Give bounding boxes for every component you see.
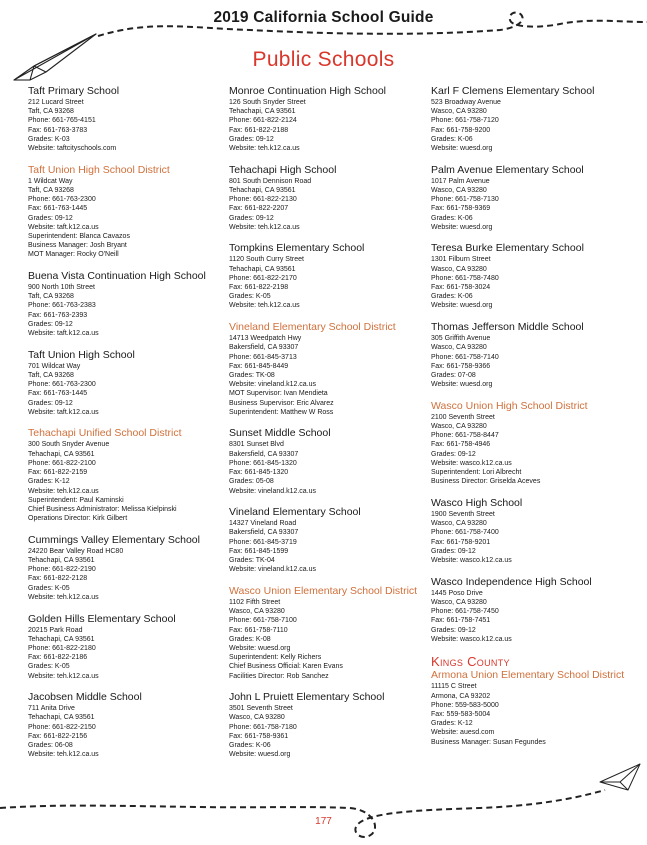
fax-line: Fax: 661-758-9200	[431, 126, 491, 134]
district-entry	[431, 669, 641, 746]
street-address: 1017 Palm Avenue	[431, 177, 490, 185]
school-name: Palm Avenue Elementary School	[431, 163, 584, 176]
city-state-zip: Bakersfield, CA 93307	[229, 344, 299, 352]
website-line: Website: teh.k12.ca.us	[28, 751, 99, 759]
staff-line: Business Manager: Josh Bryant	[28, 242, 127, 250]
phone-line: Phone: 661-763-2383	[28, 302, 96, 310]
fax-line: Fax: 661-758-9361	[229, 732, 289, 740]
city-state-zip: Wasco, CA 93280	[229, 714, 285, 722]
website-line: Website: wasco.k12.ca.us	[431, 557, 512, 565]
staff-line: Superintendent: Kelly Richers	[229, 654, 322, 662]
phone-line: Phone: 661-758-7130	[431, 196, 499, 204]
fax-line: Fax: 661-763-3783	[28, 126, 88, 134]
city-state-zip: Wasco, CA 93280	[431, 186, 487, 194]
website-line: Website: teh.k12.ca.us	[229, 302, 300, 310]
school-entry	[28, 85, 223, 153]
school-name: Karl F Clemens Elementary School	[431, 85, 595, 97]
district-name: Tehachapi Unified School District	[28, 427, 182, 440]
district-entry	[28, 164, 223, 260]
grades-line: Grades: K-06	[431, 135, 473, 143]
city-state-zip: Armona, CA 93202	[431, 692, 491, 700]
page-number: 177	[315, 816, 332, 827]
street-address: 126 South Snyder Street	[229, 99, 306, 106]
fax-line: Fax: 661-758-4946	[431, 441, 491, 449]
website-line: Website: wuesd.org	[431, 302, 493, 310]
street-address: 300 South Snyder Avenue	[28, 441, 110, 449]
grades-line: Grades: K-03	[28, 135, 70, 143]
district-entry	[229, 321, 427, 417]
school-name: Thomas Jefferson Middle School	[431, 321, 584, 334]
district-entry	[431, 400, 641, 487]
school-entry	[431, 164, 641, 232]
fax-line: Fax: 661-845-1320	[229, 469, 289, 477]
grades-line: Grades: 09-12	[229, 214, 274, 222]
grades-line: Grades: 09-12	[28, 214, 73, 222]
phone-line: Phone: 661-763-2300	[28, 381, 96, 389]
school-entry	[28, 613, 223, 681]
street-address: 801 South Dennison Road	[229, 177, 312, 185]
street-address: 8301 Sunset Blvd	[229, 441, 284, 449]
staff-line: Chief Business Administrator: Melissa Kielpinski	[28, 505, 177, 513]
staff-line: MOT Manager: Rocky O'Neill	[28, 251, 119, 259]
school-name: Cummings Valley Elementary School	[28, 533, 200, 546]
city-state-zip: Tehachapi, CA 93561	[28, 635, 95, 643]
street-address: 14713 Weedpatch Hwy	[229, 335, 302, 343]
city-state-zip: Taft, CA 93268	[28, 371, 74, 379]
staff-line: Business Manager: Susan Fegundes	[431, 738, 546, 746]
street-address: 20215 Park Road	[28, 626, 83, 634]
fax-line: Fax: 661-758-9201	[431, 538, 491, 546]
phone-line: Phone: 661-845-3713	[229, 353, 297, 361]
district-entry	[229, 585, 427, 681]
school-name: Teresa Burke Elementary School	[431, 242, 584, 255]
school-name: Sunset Middle School	[229, 427, 331, 440]
staff-line: Superintendent: Blanca Cavazos	[28, 232, 130, 240]
fax-line: Fax: 661-822-2128	[28, 575, 88, 583]
street-address: 1900 Seventh Street	[431, 511, 495, 518]
grades-line: Grades: 09-12	[229, 135, 274, 143]
phone-line: Phone: 661-822-2190	[28, 566, 96, 574]
staff-line: Business Supervisor: Eric Alvarez	[229, 399, 334, 407]
school-name: Wasco High School	[431, 497, 523, 509]
city-state-zip: Wasco, CA 93280	[229, 608, 285, 616]
district-name: Vineland Elementary School District	[229, 321, 396, 334]
city-state-zip: Taft, CA 93268	[28, 186, 74, 194]
grades-line: Grades: 05-08	[229, 478, 274, 486]
website-line: Website: wuesd.org	[431, 381, 493, 389]
fax-line: Fax: 661-822-2207	[229, 205, 289, 213]
website-line: Website: teh.k12.ca.us	[28, 593, 99, 601]
phone-line: Phone: 661-765-4151	[28, 117, 96, 125]
street-address: 11115 C Street	[431, 683, 477, 691]
street-address: 523 Broadway Avenue	[431, 99, 501, 106]
website-line: Website: wasco.k12.ca.us	[431, 459, 512, 467]
fax-line: Fax: 661-758-7451	[431, 617, 491, 625]
street-address: 1 Wildcat Way	[28, 177, 73, 185]
website-line: Website: teh.k12.ca.us	[28, 487, 99, 495]
phone-line: Phone: 661-822-2180	[28, 644, 96, 652]
grades-line: Grades: K-06	[431, 214, 473, 222]
district-entry	[28, 427, 223, 523]
city-state-zip: Tehachapi, CA 93561	[229, 186, 296, 194]
website-line: Website: wuesd.org	[431, 145, 493, 153]
website-line: Website: teh.k12.ca.us	[229, 145, 300, 153]
fax-line: Fax: 661-763-1445	[28, 390, 88, 398]
fax-line: Fax: 661-758-3024	[431, 284, 491, 292]
school-entry	[431, 242, 641, 310]
directory-column-3	[431, 85, 641, 757]
fax-line: Fax: 661-758-7110	[229, 626, 288, 634]
fax-line: Fax: 559-583-5004	[431, 711, 491, 719]
school-entry	[229, 164, 427, 232]
staff-line: Operations Director: Kirk Gilbert	[28, 515, 128, 523]
fax-line: Fax: 661-763-1445	[28, 205, 88, 213]
school-entry	[28, 270, 223, 338]
school-name: Golden Hills Elementary School	[28, 612, 176, 625]
website-line: Website: taft.k12.ca.us	[28, 408, 99, 416]
grades-line: Grades: 07-08	[431, 371, 476, 379]
school-name: Tompkins Elementary School	[229, 242, 365, 255]
street-address: 3501 Seventh Street	[229, 705, 293, 713]
phone-line: Phone: 661-845-1320	[229, 459, 297, 467]
website-line: Website: auesd.com	[431, 729, 495, 737]
school-name: Wasco Independence High School	[431, 575, 592, 588]
city-state-zip: Wasco, CA 93280	[431, 520, 487, 528]
phone-line: Phone: 661-822-2170	[229, 274, 297, 282]
grades-line: Grades: K-12	[28, 478, 70, 486]
street-address: 1301 Filburn Street	[431, 256, 491, 264]
school-name: Jacobsen Middle School	[28, 691, 142, 704]
city-state-zip: Wasco, CA 93280	[431, 108, 487, 116]
phone-line: Phone: 661-822-2124	[229, 117, 297, 125]
grades-line: Grades: 09-12	[28, 399, 73, 407]
school-entry	[229, 427, 427, 495]
staff-line: MOT Supervisor: Ivan Mendieta	[229, 390, 328, 398]
school-name: Taft Primary School	[28, 85, 120, 97]
school-entry	[431, 85, 641, 153]
website-line: Website: teh.k12.ca.us	[28, 672, 99, 680]
grades-line: Grades: TK-04	[229, 557, 275, 565]
phone-line: Phone: 661-822-2130	[229, 196, 297, 204]
directory-column-1	[28, 85, 223, 770]
grades-line: Grades: K-05	[229, 293, 271, 301]
city-state-zip: Tehachapi, CA 93561	[229, 265, 296, 273]
phone-line: Phone: 661-845-3719	[229, 538, 297, 546]
school-entry	[431, 576, 641, 644]
fax-line: Fax: 661-822-2156	[28, 732, 88, 740]
website-line: Website: teh.k12.ca.us	[229, 223, 300, 231]
phone-line: Phone: 661-822-2100	[28, 459, 96, 467]
phone-line: Phone: 661-758-8447	[431, 432, 499, 440]
school-name: Monroe Continuation High School	[229, 85, 387, 97]
district-name: Wasco Union High School District	[431, 399, 588, 412]
school-name: Buena Vista Continuation High School	[28, 270, 206, 283]
phone-line: Phone: 661-758-7400	[431, 529, 499, 537]
city-state-zip: Tehachapi, CA 93561	[28, 450, 95, 458]
street-address: 24220 Bear Valley Road HC80	[28, 547, 124, 555]
staff-line: Business Director: Griselda Aceves	[431, 478, 541, 486]
school-entry	[229, 85, 427, 153]
section-title: Public Schools	[252, 48, 395, 71]
grades-line: Grades: K-12	[431, 720, 473, 728]
city-state-zip: Taft, CA 93268	[28, 293, 74, 301]
grades-line: Grades: K-08	[229, 635, 271, 643]
city-state-zip: Bakersfield, CA 93307	[229, 529, 299, 537]
city-state-zip: Tehachapi, CA 93561	[28, 557, 95, 565]
fax-line: Fax: 661-845-1599	[229, 547, 289, 555]
street-address: 900 North 10th Street	[28, 284, 95, 292]
school-entry	[229, 691, 427, 759]
paper-plane-icon	[600, 764, 640, 790]
phone-line: Phone: 661-758-7100	[229, 617, 297, 625]
street-address: 14327 Vineland Road	[229, 520, 297, 528]
website-line: Website: vineland.k12.ca.us	[229, 381, 317, 389]
fax-line: Fax: 661-845-8449	[229, 362, 289, 370]
grades-line: Grades: TK-08	[229, 371, 275, 379]
school-entry	[431, 497, 641, 565]
grades-line: Grades: K-05	[28, 663, 70, 671]
school-name: Vineland Elementary School	[229, 506, 361, 519]
school-entry	[229, 242, 427, 310]
grades-line: Grades: K-06	[431, 293, 473, 301]
city-state-zip: Tehachapi, CA 93561	[28, 714, 95, 722]
school-name: Tehachapi High School	[229, 163, 337, 176]
grades-line: Grades: 09-12	[431, 547, 476, 555]
website-line: Website: wuesd.org	[431, 223, 493, 231]
city-state-zip: Tehachapi, CA 93561	[229, 108, 296, 116]
website-line: Website: wuesd.org	[229, 751, 291, 759]
staff-line: Superintendent: Lori Albrecht	[431, 469, 522, 477]
school-entry	[431, 321, 641, 389]
fax-line: Fax: 661-822-2198	[229, 284, 289, 292]
city-state-zip: Wasco, CA 93280	[431, 265, 487, 273]
phone-line: Phone: 661-758-7140	[431, 353, 499, 361]
phone-line: Phone: 661-758-7180	[229, 723, 297, 731]
grades-line: Grades: K-05	[28, 584, 70, 592]
school-entry	[28, 349, 223, 417]
grades-line: Grades: 09-12	[431, 626, 476, 634]
staff-line: Facilities Director: Rob Sanchez	[229, 672, 329, 680]
website-line: Website: vineland.k12.ca.us	[229, 487, 317, 495]
fax-line: Fax: 661-758-9366	[431, 362, 491, 370]
staff-line: Chief Business Official: Karen Evans	[229, 663, 343, 671]
school-name: John L Pruiett Elementary School	[229, 691, 385, 704]
grades-line: Grades: 09-12	[431, 450, 476, 458]
school-entry	[28, 534, 223, 602]
street-address: 1102 Fifth Street	[229, 598, 281, 606]
phone-line: Phone: 661-822-2150	[28, 723, 96, 731]
school-entry	[28, 691, 223, 759]
staff-line: Superintendent: Paul Kaminski	[28, 496, 124, 504]
phone-line: Phone: 661-758-7120	[431, 117, 499, 125]
school-name: Taft Union High School	[28, 348, 135, 361]
school-entry	[229, 506, 427, 574]
city-state-zip: Bakersfield, CA 93307	[229, 450, 299, 458]
website-line: Website: taft.k12.ca.us	[28, 330, 99, 338]
fax-line: Fax: 661-758-9369	[431, 205, 491, 213]
city-state-zip: Wasco, CA 93280	[431, 344, 487, 352]
district-name: Wasco Union Elementary School District	[229, 584, 418, 597]
city-state-zip: Taft, CA 93268	[28, 108, 74, 116]
fax-line: Fax: 661-822-2186	[28, 654, 88, 662]
street-address: 701 Wildcat Way	[28, 362, 81, 370]
grades-line: Grades: K-06	[229, 742, 271, 750]
directory-column-2	[229, 85, 427, 770]
street-address: 305 Griffith Avenue	[431, 335, 491, 343]
fax-line: Fax: 661-822-2188	[229, 126, 289, 134]
district-name: Taft Union High School District	[28, 163, 170, 176]
phone-line: Phone: 661-758-7450	[431, 608, 499, 616]
fax-line: Fax: 661-763-2393	[28, 311, 88, 319]
website-line: Website: wuesd.org	[229, 644, 291, 652]
phone-line: Phone: 661-763-2300	[28, 196, 96, 204]
county-heading: Kings County	[431, 654, 510, 670]
phone-line: Phone: 661-758-7480	[431, 274, 499, 282]
district-name: Armona Union Elementary School District	[431, 669, 625, 682]
grades-line: Grades: 09-12	[28, 320, 73, 328]
street-address: 212 Lucard Street	[28, 99, 84, 106]
city-state-zip: Wasco, CA 93280	[431, 423, 487, 431]
website-line: Website: taft.k12.ca.us	[28, 223, 99, 231]
grades-line: Grades: 06-08	[28, 742, 73, 750]
bottom-dashed-trail	[0, 790, 605, 837]
phone-line: Phone: 559-583-5000	[431, 701, 499, 709]
website-line: Website: taftcityschools.com	[28, 145, 117, 153]
street-address: 2100 Seventh Street	[431, 413, 495, 421]
fax-line: Fax: 661-822-2159	[28, 469, 88, 477]
staff-line: Superintendent: Matthew W Ross	[229, 408, 334, 416]
street-address: 711 Anita Drive	[28, 705, 75, 713]
street-address: 1120 South Curry Street	[229, 256, 304, 264]
street-address: 1445 Poso Drive	[431, 589, 483, 597]
guide-title: 2019 California School Guide	[213, 9, 434, 26]
website-line: Website: vineland.k12.ca.us	[229, 566, 317, 574]
website-line: Website: wasco.k12.ca.us	[431, 635, 512, 643]
city-state-zip: Wasco, CA 93280	[431, 598, 487, 606]
